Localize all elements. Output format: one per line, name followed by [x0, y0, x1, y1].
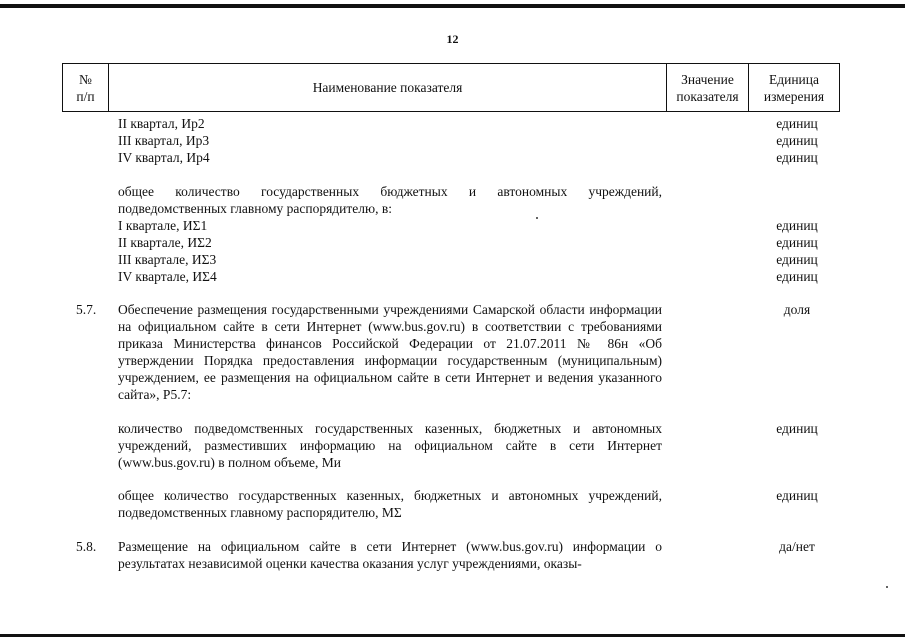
row-t3: III квартале, ИΣ3: [118, 252, 217, 267]
row-total-text: общее количество государственных бюджетных и автономных учреждений, подведомственных главному распорядителю, в:: [118, 184, 662, 216]
unit-q3: единиц: [776, 133, 818, 148]
row-t2: II квартале, ИΣ2: [118, 235, 212, 250]
top-border-line: [0, 4, 905, 8]
row-t4: IV квартале, ИΣ4: [118, 269, 217, 284]
row-q4: IV квартал, Иp4: [118, 150, 210, 165]
unit-q4: единиц: [776, 150, 818, 165]
page-number: 12: [446, 32, 459, 46]
row-q2: II квартал, Иp2: [118, 116, 205, 131]
bottom-border-line: [0, 634, 905, 637]
header-col-value: Значение показателя: [667, 64, 749, 111]
unit-q2: единиц: [776, 116, 818, 131]
row-q3: III квартал, Иp3: [118, 133, 210, 148]
section-5-7-unit: доля: [783, 302, 811, 317]
header-col-unit: Единица измерения: [763, 71, 825, 104]
unit-t4: единиц: [776, 269, 818, 284]
section-5-8-text: Размещение на официальном сайте в сети Интернет (www.bus.gov.ru) информации о результатах независимой оценки качества оказания услуг учреждениями, оказы-: [118, 539, 662, 571]
unit-5-7-denominator: единиц: [776, 488, 818, 503]
section-5-7-numerator: количество подведомственных государственных казенных, бюджетных и автономных учреждений, разместивших информацию на официальном сайте в сети Интернет (www.bus.gov.ru) в полном объеме, Mи: [118, 421, 662, 470]
scan-dot: [886, 586, 888, 588]
header-col-number: № п/п: [63, 64, 109, 111]
section-5-7-number: 5.7.: [76, 302, 97, 317]
unit-t2: единиц: [776, 235, 818, 250]
section-5-8-number: 5.8.: [76, 539, 97, 554]
row-t1: I квартале, ИΣ1: [118, 218, 208, 233]
table-header: [62, 63, 840, 112]
unit-5-7-numerator: единиц: [776, 421, 818, 436]
unit-t1: единиц: [776, 218, 818, 233]
section-5-7-denominator: общее количество государственных казенных, бюджетных и автономных учреждений, подведомственных главному распорядителю, MΣ: [118, 488, 662, 520]
unit-t3: единиц: [776, 252, 818, 267]
section-5-7-text: Обеспечение размещения государственными учреждениями Самарской области информации на официальном сайте в сети Интернет (www.bus.gov.ru) в соответствии с требованиями приказа Министерства финансов Российской Федерации от 21.07.2011 № 86н «Об утверждении Порядка предоставления информации государственным (муниципальным) учреждением, ее размещения на официальном сайте в сети Интернет и ведения указанного сайта», P5.7:: [118, 302, 662, 402]
section-5-8-unit: да/нет: [779, 539, 815, 554]
header-col-name: Наименование показателя: [109, 64, 667, 111]
